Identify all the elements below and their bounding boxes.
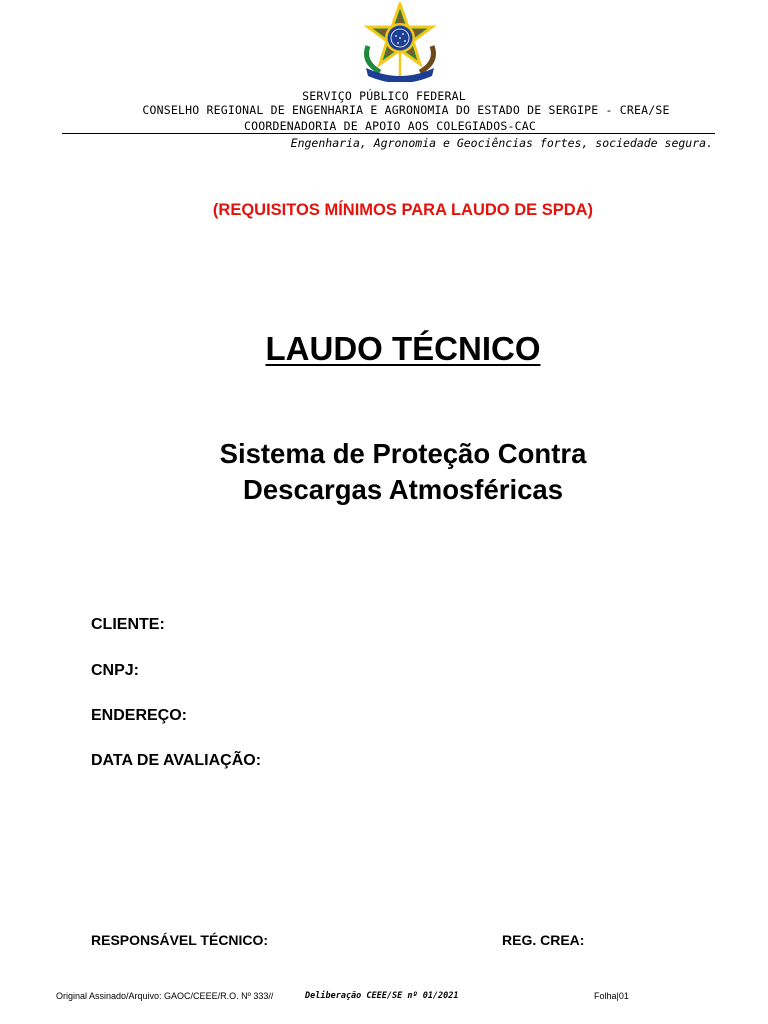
document-title [0, 330, 768, 368]
header-line-1: SERVIÇO PÚBLICO FEDERAL [302, 89, 466, 103]
header-rule [62, 133, 715, 134]
field-endereco: ENDEREÇO: [91, 707, 188, 724]
header-slogan: Engenharia, Agronomia e Geociências fortes, sociedade segura. [290, 136, 713, 150]
field-data-avaliacao: DATA DE AVALIAÇÃO: [91, 752, 262, 769]
document-title-text: LAUDO TÉCNICO [265, 330, 541, 367]
footer-archive: Original Assinado/Arquivo: GAOC/CEEE/R.O. Nº 333// [56, 991, 274, 1001]
header-line-2: CONSELHO REGIONAL DE ENGENHARIA E AGRONOMIA DO ESTADO DE SERGIPE - CREA/SE [142, 103, 670, 117]
field-cliente: CLIENTE: [91, 616, 165, 633]
requirements-note: (REQUISITOS MÍNIMOS PARA LAUDO DE SPDA) [212, 201, 594, 219]
document-subtitle [0, 436, 768, 508]
subtitle-line-2: Descargas Atmosféricas [243, 474, 563, 505]
footer-page-number: Folha|01 [594, 991, 629, 1001]
footer-deliberation: Deliberação CEEE/SE nº 01/2021 [305, 991, 459, 1001]
subtitle-line-1: Sistema de Proteção Contra [219, 438, 587, 469]
field-cnpj: CNPJ: [91, 662, 140, 679]
brazil-coat-of-arms-icon [358, 2, 442, 82]
reg-crea-label: REG. CREA: [502, 932, 585, 948]
responsavel-tecnico-label: RESPONSÁVEL TÉCNICO: [91, 932, 269, 948]
header-line-3: COORDENADORIA DE APOIO AOS COLEGIADOS-CAC [243, 119, 537, 133]
